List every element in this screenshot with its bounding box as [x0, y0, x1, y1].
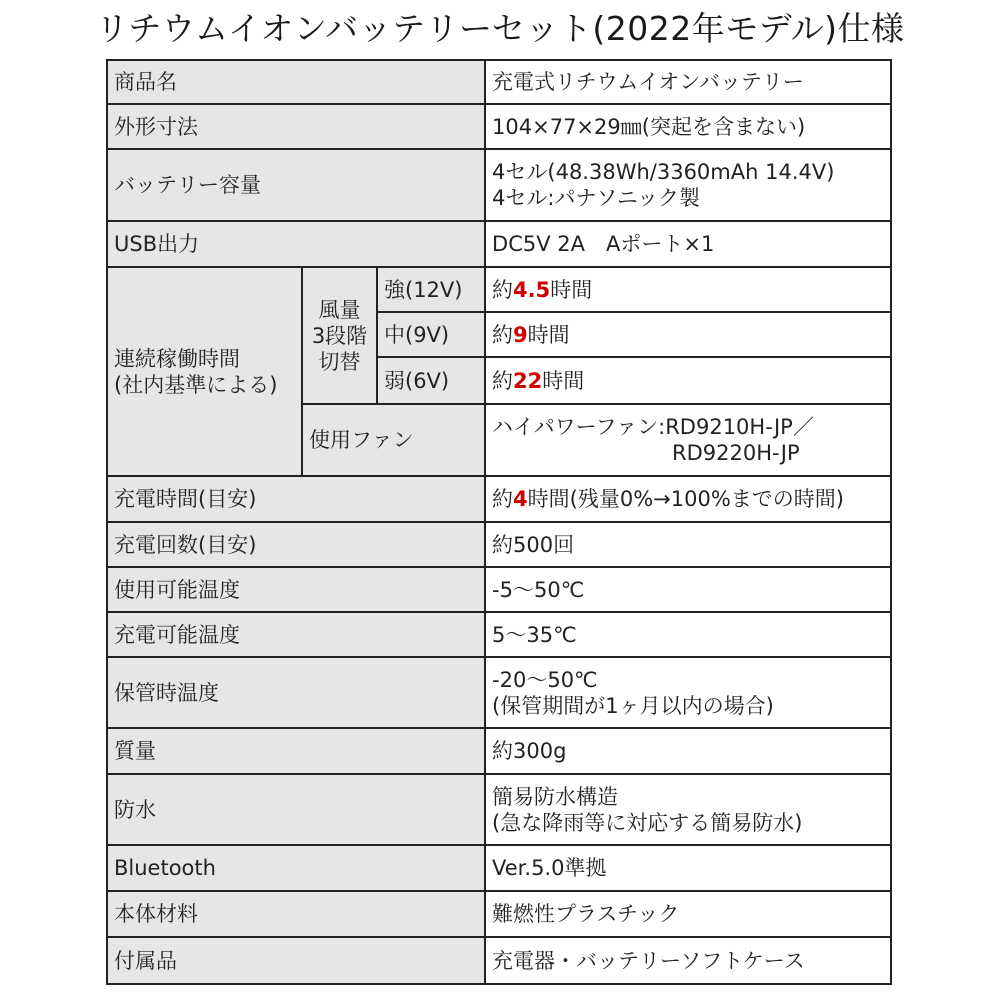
table-row: [107, 221, 891, 267]
level-weak-number: 22: [513, 368, 543, 393]
level-weak-prefix: 約: [492, 368, 514, 393]
capacity-value: [485, 149, 891, 221]
bluetooth-value: Ver.5.0準拠: [485, 845, 891, 891]
charge-cycles-value: 約500回: [485, 522, 891, 567]
bluetooth-label: Bluetooth: [107, 845, 485, 891]
fan-label: 使用ファン: [302, 404, 485, 476]
product-name-value: 充電式リチウムイオンバッテリー: [485, 60, 891, 104]
capacity-label: バッテリー容量: [107, 149, 485, 221]
level-weak-value: [485, 357, 891, 404]
storage-temp-label: 保管時温度: [107, 657, 485, 728]
waterproof-value: [485, 774, 891, 845]
level-medium-number: 9: [513, 322, 528, 347]
charge-cycles-label: 充電回数(目安): [107, 522, 485, 567]
operating-temp-value: -5〜50℃: [485, 567, 891, 612]
material-value: 難燃性プラスチック: [485, 891, 891, 937]
capacity-value-line1: 4セル(48.38Wh/3360mAh 14.4V): [492, 160, 835, 184]
waterproof-label: 防水: [107, 774, 485, 845]
capacity-value-line2: 4セル:パナソニック製: [492, 186, 700, 210]
wind-label-line1: 風量: [318, 297, 361, 322]
level-strong-prefix: 約: [492, 277, 514, 302]
dimensions-value: 104×77×29㎜(突起を含まない): [485, 104, 891, 149]
charge-time-label: 充電時間(目安): [107, 476, 485, 522]
table-row: [107, 728, 891, 774]
level-strong-label: 強(12V): [377, 267, 485, 312]
runtime-label: [107, 267, 302, 476]
runtime-label-line2: (社内基準による): [114, 372, 278, 397]
table-row: [107, 937, 891, 984]
level-strong-number: 4.5: [513, 277, 551, 302]
table-row: [107, 891, 891, 937]
level-medium-value: [485, 312, 891, 357]
dimensions-label: 外形寸法: [107, 104, 485, 149]
table-row: [107, 612, 891, 657]
level-medium-suffix: 時間: [527, 322, 570, 347]
accessories-value: 充電器・バッテリーソフトケース: [485, 937, 891, 984]
wind-label-line2: 3段階: [311, 323, 368, 348]
charge-time-prefix: 約: [492, 487, 514, 511]
operating-temp-label: 使用可能温度: [107, 567, 485, 612]
level-medium-label: 中(9V): [377, 312, 485, 357]
table-row: [107, 60, 891, 104]
level-medium-prefix: 約: [492, 322, 514, 347]
charge-time-number: 4: [513, 487, 528, 511]
table-row: [107, 567, 891, 612]
product-name-label: 商品名: [107, 60, 485, 104]
waterproof-value-line2: (急な降雨等に対応する簡易防水): [492, 810, 803, 835]
storage-temp-value-line2: (保管期間が1ヶ月以内の場合): [492, 693, 774, 718]
table-row: [107, 476, 891, 522]
accessories-label: 付属品: [107, 937, 485, 984]
level-strong-suffix: 時間: [550, 277, 593, 302]
weight-value: 約300g: [485, 728, 891, 774]
fan-value-line1: ハイパワーファン:RD9210H-JP／: [492, 415, 814, 439]
page-title: リチウムイオンバッテリーセット(2022年モデル)仕様: [95, 9, 905, 48]
charging-temp-value: 5〜35℃: [485, 612, 891, 657]
fan-value: [485, 404, 891, 476]
table-row: [107, 522, 891, 567]
fan-value-line2: RD9220H-JP: [672, 441, 800, 465]
weight-label: 質量: [107, 728, 485, 774]
level-strong-value: [485, 267, 891, 312]
level-weak-suffix: 時間: [542, 368, 585, 393]
table-row: [107, 149, 891, 221]
storage-temp-value-line1: -20〜50℃: [492, 667, 598, 692]
spec-table: [106, 59, 892, 985]
charge-time-suffix: 時間(残量0%→100%までの時間): [527, 487, 844, 511]
table-row: [107, 104, 891, 149]
charge-time-value: [485, 476, 891, 522]
table-row: [107, 774, 891, 845]
usb-output-label: USB出力: [107, 221, 485, 267]
material-label: 本体材料: [107, 891, 485, 937]
usb-output-value: DC5V 2A Aポート×1: [485, 221, 891, 267]
level-weak-label: 弱(6V): [377, 357, 485, 404]
wind-level-label: [302, 267, 377, 404]
table-row: [107, 845, 891, 891]
waterproof-value-line1: 簡易防水構造: [492, 784, 619, 809]
table-row: [107, 657, 891, 728]
table-row: [107, 267, 891, 312]
storage-temp-value: [485, 657, 891, 728]
charging-temp-label: 充電可能温度: [107, 612, 485, 657]
runtime-label-line1: 連続稼働時間: [114, 346, 240, 371]
wind-label-line3: 切替: [318, 349, 361, 374]
